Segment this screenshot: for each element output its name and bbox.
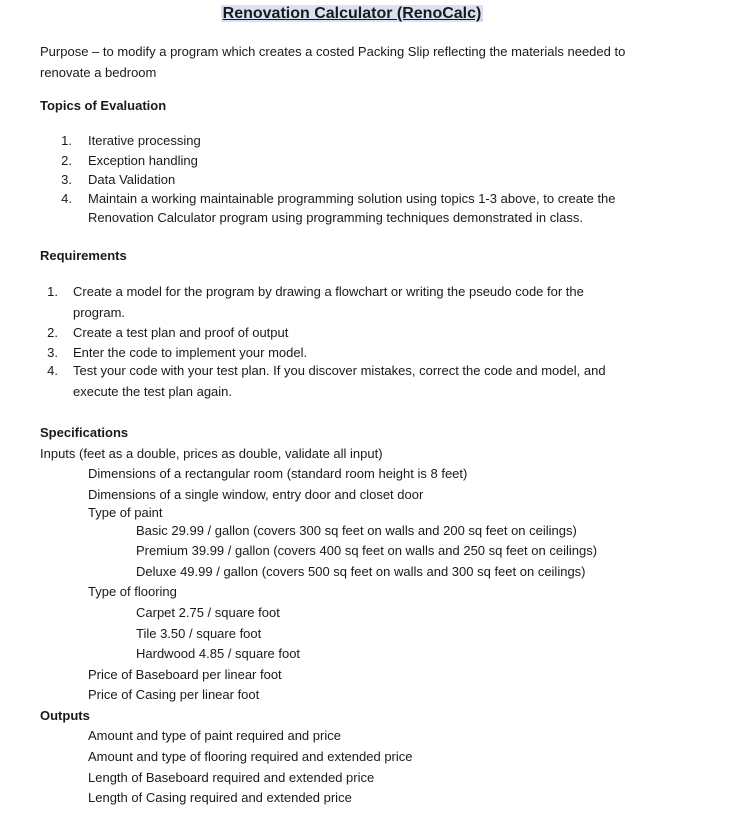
specifications-heading: Specifications	[40, 425, 129, 440]
requirement-number: 4.	[47, 363, 58, 378]
purpose-line-2: renovate a bedroom	[40, 65, 157, 80]
flooring-option: Carpet 2.75 / square foot	[136, 605, 280, 620]
requirement-number: 2.	[47, 325, 58, 340]
topic-item: Exception handling	[88, 153, 198, 168]
input-room-dimensions: Dimensions of a rectangular room (standard room height is 8 feet)	[88, 466, 468, 481]
paint-option: Premium 39.99 / gallon (covers 400 sq feet on walls and 250 sq feet on ceilings)	[136, 543, 598, 558]
output-item: Amount and type of paint required and price	[88, 728, 341, 743]
outputs-heading: Outputs	[40, 708, 90, 723]
requirement-item-line-1: Create a model for the program by drawing a flowchart or writing the pseudo code for the	[73, 284, 584, 299]
topic-number: 3.	[61, 172, 72, 187]
output-item: Length of Baseboard required and extended price	[88, 770, 375, 785]
document-title-text: Renovation Calculator (RenoCalc)	[222, 5, 482, 22]
topic-item-line-2: Renovation Calculator program using programming techniques demonstrated in class.	[88, 210, 583, 225]
requirement-number: 3.	[47, 345, 58, 360]
input-paint-type-label: Type of paint	[88, 505, 163, 520]
topic-number: 4.	[61, 191, 72, 206]
topic-number: 2.	[61, 153, 72, 168]
input-casing-price: Price of Casing per linear foot	[88, 687, 260, 702]
topics-heading: Topics of Evaluation	[40, 98, 167, 113]
topic-item: Iterative processing	[88, 133, 201, 148]
flooring-option: Hardwood 4.85 / square foot	[136, 646, 301, 661]
paint-option: Deluxe 49.99 / gallon (covers 500 sq feet on walls and 300 sq feet on ceilings)	[136, 564, 586, 579]
topic-number: 1.	[61, 133, 72, 148]
requirement-number: 1.	[47, 284, 58, 299]
output-item: Length of Casing required and extended price	[88, 790, 352, 805]
requirement-item: Enter the code to implement your model.	[73, 345, 308, 360]
flooring-option: Tile 3.50 / square foot	[136, 626, 262, 641]
paint-option: Basic 29.99 / gallon (covers 300 sq feet on walls and 200 sq feet on ceilings)	[136, 523, 577, 538]
inputs-label: Inputs (feet as a double, prices as double, validate all input)	[40, 446, 383, 461]
input-window-door-dimensions: Dimensions of a single window, entry door and closet door	[88, 487, 424, 502]
input-flooring-type-label: Type of flooring	[88, 584, 177, 599]
topic-item-line-1: Maintain a working maintainable programming solution using topics 1-3 above, to create the	[88, 191, 616, 206]
requirement-item: Create a test plan and proof of output	[73, 325, 289, 340]
document-title	[0, 5, 704, 23]
requirement-item-line-1: Test your code with your test plan. If you discover mistakes, correct the code and model, and	[73, 363, 606, 378]
topic-item: Data Validation	[88, 172, 176, 187]
purpose-line-1: Purpose – to modify a program which creates a costed Packing Slip reflecting the materials needed to	[40, 44, 626, 59]
requirements-heading: Requirements	[40, 248, 127, 263]
input-baseboard-price: Price of Baseboard per linear foot	[88, 667, 282, 682]
output-item: Amount and type of flooring required and extended price	[88, 749, 413, 764]
requirement-item-line-2: program.	[73, 305, 126, 320]
requirement-item-line-2: execute the test plan again.	[73, 384, 233, 399]
